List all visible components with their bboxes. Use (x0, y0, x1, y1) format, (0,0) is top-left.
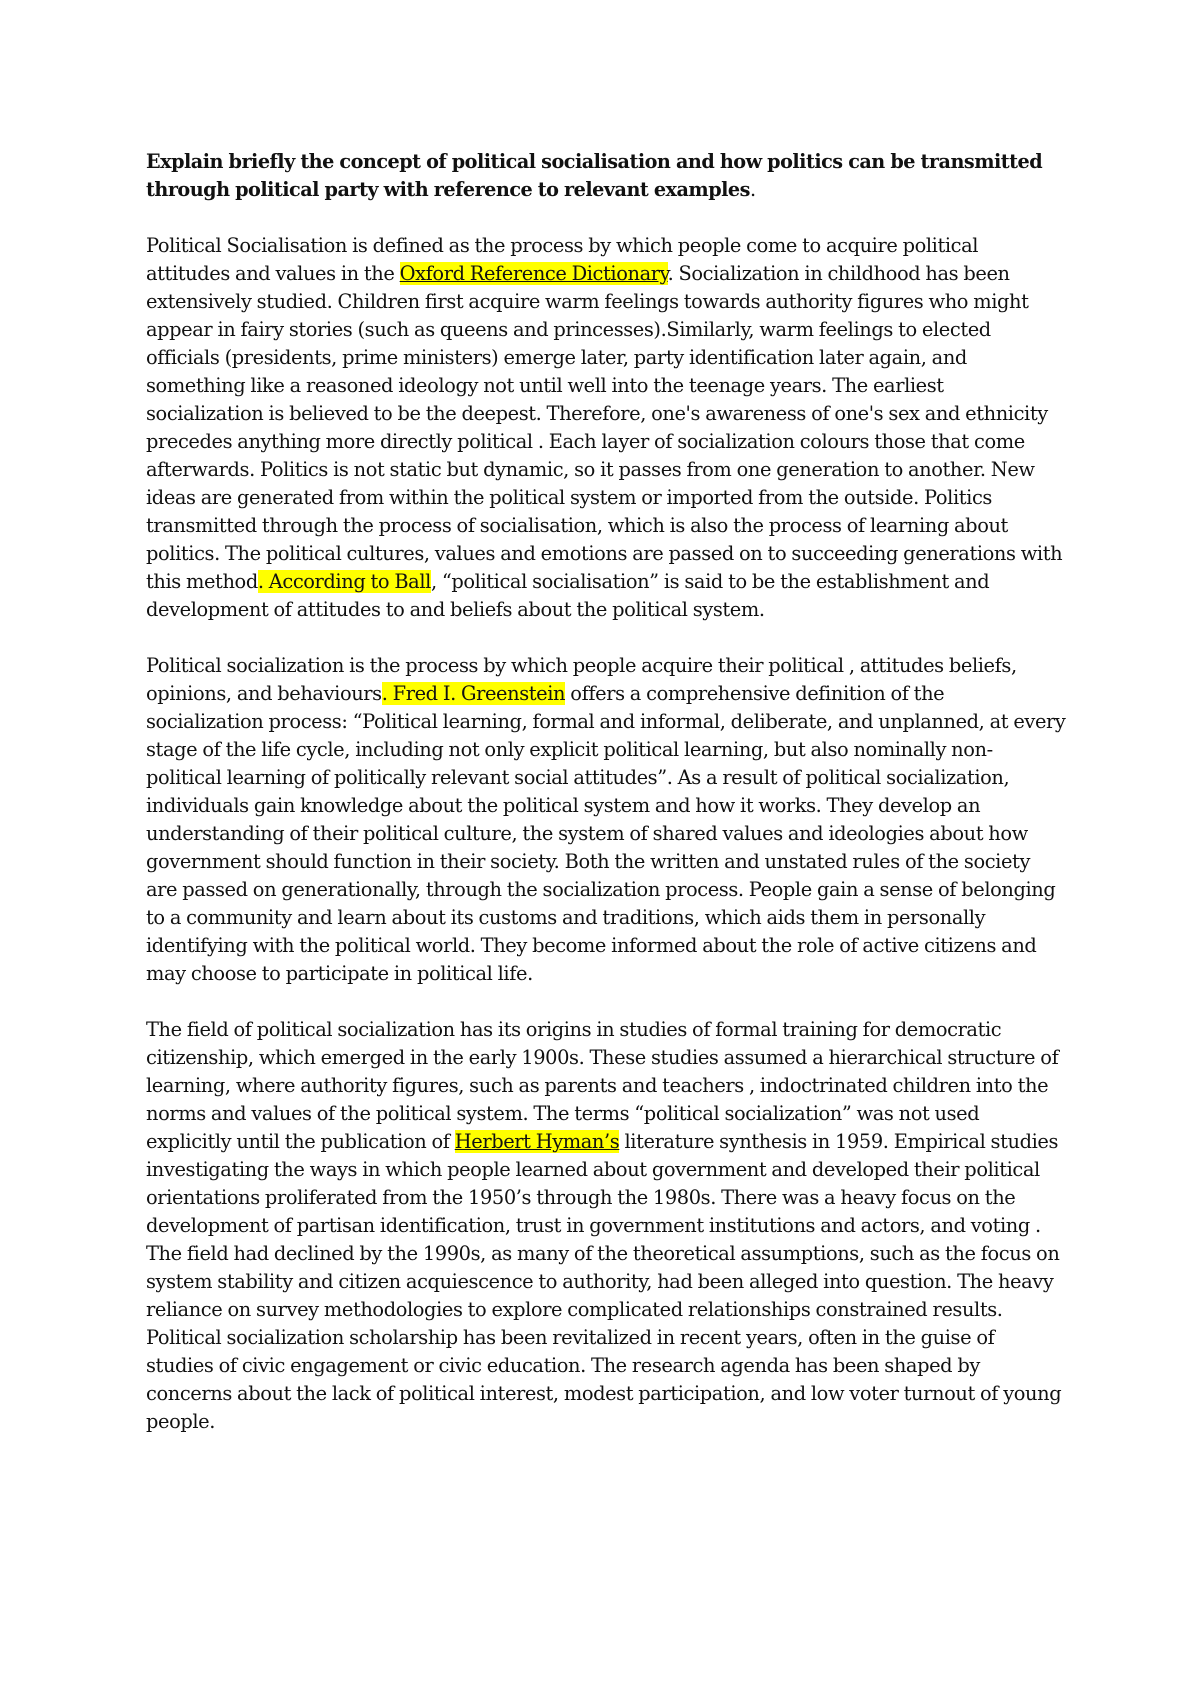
paragraph-3 (146, 1016, 1066, 1436)
paragraph-1-text-b: . Socialization in childhood has been extensively studied. Children first acquire warm feelings towards authority figures who might appear in fairy stories (such as queens and princesses).Similarly, warm feelings to elected officials (presidents, prime ministers) emerge later, party identification later again, and something like a reasoned ideology not until well into the teenage years. The earliest socialization is believed to be the deepest. Therefore, one's awareness of one's sex and ethnicity precedes anything more directly political . Each layer of socialization colours those that come afterwards. Politics is not static but dynamic, so it passes from one generation to another. New ideas are generated from within the political system or imported from the outside. Politics transmitted through the process of socialisation, which is also the process of learning about politics. The political cultures, values and emotions are passed on to succeeding generations with this method (146, 262, 1063, 593)
paragraph-2-text-b: offers a comprehensive definition of the socialization process: “Political learning, formal and informal, deliberate, and unplanned, at every stage of the life cycle, including not only explicit political learning, but also nominally non-political learning of politically relevant social attitudes”. As a result of political socialization, individuals gain knowledge about the political system and how it works. They develop an understanding of their political culture, the system of shared values and ideologies about how government should function in their society. Both the written and unstated rules of the society are passed on generationally, through the socialization process. People gain a sense of belonging to a community and learn about its customs and traditions, which aids them in personally identifying with the political world. They become informed about the role of active citizens and may choose to participate in political life. (146, 682, 1066, 985)
paragraph-1 (146, 232, 1066, 624)
highlight-according-to-ball: . According to Ball (257, 570, 431, 593)
paragraph-2-text-a: Political socialization is the process by which people acquire their political , attitudes beliefs, opinions, and behaviours (146, 654, 1017, 705)
highlight-oxford-reference: Oxford Reference Dictionary (399, 262, 668, 285)
paragraph-2 (146, 652, 1066, 988)
document-body (146, 148, 1066, 1464)
question-text: Explain briefly the concept of political socialisation and how politics can be transmitted through political party with reference to relevant examples (146, 150, 1043, 201)
paragraph-3-text-a: The field of political socialization has its origins in studies of formal training for democratic citizenship, which emerged in the early 1900s. These studies assumed a hierarchical structure of learning, where authority figures, such as parents and teachers , indoctrinated children into the norms and values of the political system. The terms “political socialization” was not used explicitly until the publication of (146, 1018, 1059, 1153)
question-period: . (749, 178, 756, 201)
paragraph-1-text-a: Political Socialisation is defined as the process by which people come to acquire political attitudes and values in the (146, 234, 979, 285)
paragraph-3-text-b: literature synthesis in 1959. Empirical studies investigating the ways in which people learned about government and developed their political orientations proliferated from the 1950’s through the 1980s. There was a heavy focus on the development of partisan identification, trust in government institutions and actors, and voting . The field had declined by the 1990s, as many of the theoretical assumptions, such as the focus on system stability and citizen acquiescence to authority, had been alleged into question. The heavy reliance on survey methodologies to explore complicated relationships constrained results. Political socialization scholarship has been revitalized in recent years, often in the guise of studies of civic engagement or civic education. The research agenda has been shaped by concerns about the lack of political interest, modest participation, and low voter turnout of young people. (146, 1130, 1062, 1433)
question-heading (146, 148, 1066, 204)
paragraph-1-text-c: , “political socialisation” is said to be the establishment and development of attitudes to and beliefs about the political system. (146, 570, 990, 621)
highlight-greenstein: . Fred I. Greenstein (381, 682, 566, 705)
highlight-herbert-hyman: Herbert Hyman’s (454, 1130, 620, 1153)
